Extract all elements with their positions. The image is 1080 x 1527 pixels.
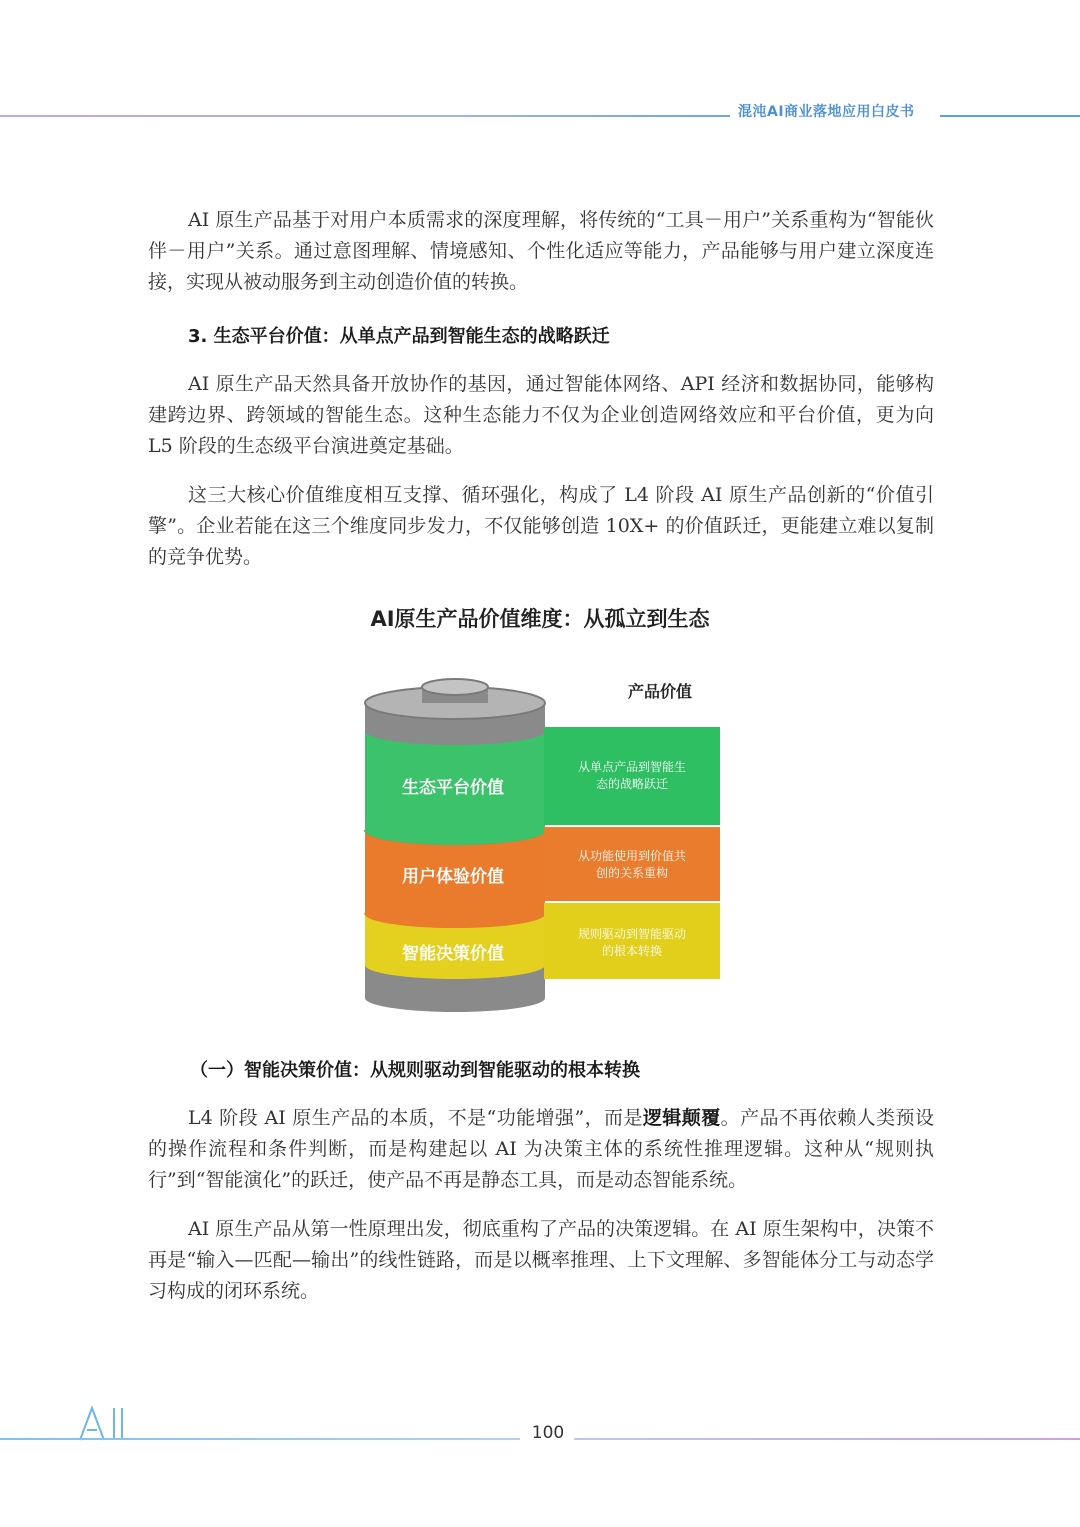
footer-rule-left — [0, 1438, 520, 1440]
desc-decision-line1: 规则驱动到智能驱动 — [577, 927, 687, 941]
footer-rule-right — [574, 1438, 1080, 1440]
figure-title: AI原生产品价值维度：从孤立到生态 — [370, 607, 710, 631]
value-dimension-diagram — [360, 675, 730, 1020]
header-rule-right — [940, 115, 1080, 117]
paragraph-5: AI 原生产品从第一性原理出发，彻底重构了产品的决策逻辑。在 AI 原生架构中，决策不再是“输入—匹配—输出”的线性链路，而是以概率推理、上下文理解、多智能体分工与动态学习构成的闭环系统。 — [148, 1218, 934, 1302]
header-title: 混沌AI商业落地应用白皮书 — [738, 104, 915, 120]
layer-label-experience: 用户体验价值 — [402, 867, 504, 887]
desc-box-ecosystem — [544, 727, 720, 825]
section-heading-3: 3. 生态平台价值：从单点产品到智能生态的战略跃迁 — [188, 326, 610, 347]
desc-box-decision — [544, 903, 720, 979]
paragraph-1: AI 原生产品基于对用户本质需求的深度理解，将传统的“工具－用户”关系重构为“智能伙伴－用户”关系。通过意图理解、情境感知、个性化适应等能力，产品能够与用户建立深度连接，实现从被动服务到主动创造价值的转换。 — [148, 209, 934, 293]
paragraph-4-end: 。产品不再依赖人类预设的操作流程和条件判断，而是构建起以 AI 为决策主体的系统性推理逻辑。这种从“规则执行”到“智能演化”的跃迁，使产品不再是静态工具，而是动态智能系统。 — [148, 1107, 934, 1191]
desc-ecosystem-line2: 态的战略跃迁 — [595, 777, 669, 791]
paragraph-4-emphasis: 逻辑颠覆 — [642, 1107, 721, 1129]
page-number: 100 — [531, 1423, 565, 1443]
paragraph-4-start: L4 阶段 AI 原生产品的本质，不是“功能增强”，而是 — [188, 1107, 643, 1129]
layer-label-decision: 智能决策价值 — [402, 944, 504, 964]
product-value-header: 产品价值 — [627, 682, 693, 701]
layer-label-ecosystem: 生态平台价值 — [402, 778, 504, 798]
paragraph-4 — [148, 1103, 934, 1196]
battery-top — [365, 679, 545, 745]
paragraph-3: 这三大核心价值维度相互支撑、循环强化，构成了 L4 阶段 AI 原生产品创新的“价值引擎”。企业若能在这三个维度同步发力，不仅能够创造 10X+ 的价值跃迁，更能建立难以复制的竞争优势。 — [148, 484, 934, 568]
desc-ecosystem-line1: 从单点产品到智能生 — [577, 760, 687, 774]
desc-decision-line2: 的根本转换 — [601, 944, 663, 958]
desc-experience-line1: 从功能使用到价值共 — [577, 849, 687, 863]
header-rule-left — [0, 115, 730, 117]
desc-box-experience — [544, 827, 720, 901]
desc-experience-line2: 创的关系重构 — [595, 866, 669, 880]
paragraph-2: AI 原生产品天然具备开放协作的基因，通过智能体网络、API 经济和数据协同，能够构建跨边界、跨领域的智能生态。这种生态能力不仅为企业创造网络效应和平台价值，更为向 L5 阶段的生态级平台演进奠定基础。 — [148, 373, 934, 457]
subsection-heading: （一）智能决策价值：从规则驱动到智能驱动的根本转换 — [190, 1060, 640, 1081]
